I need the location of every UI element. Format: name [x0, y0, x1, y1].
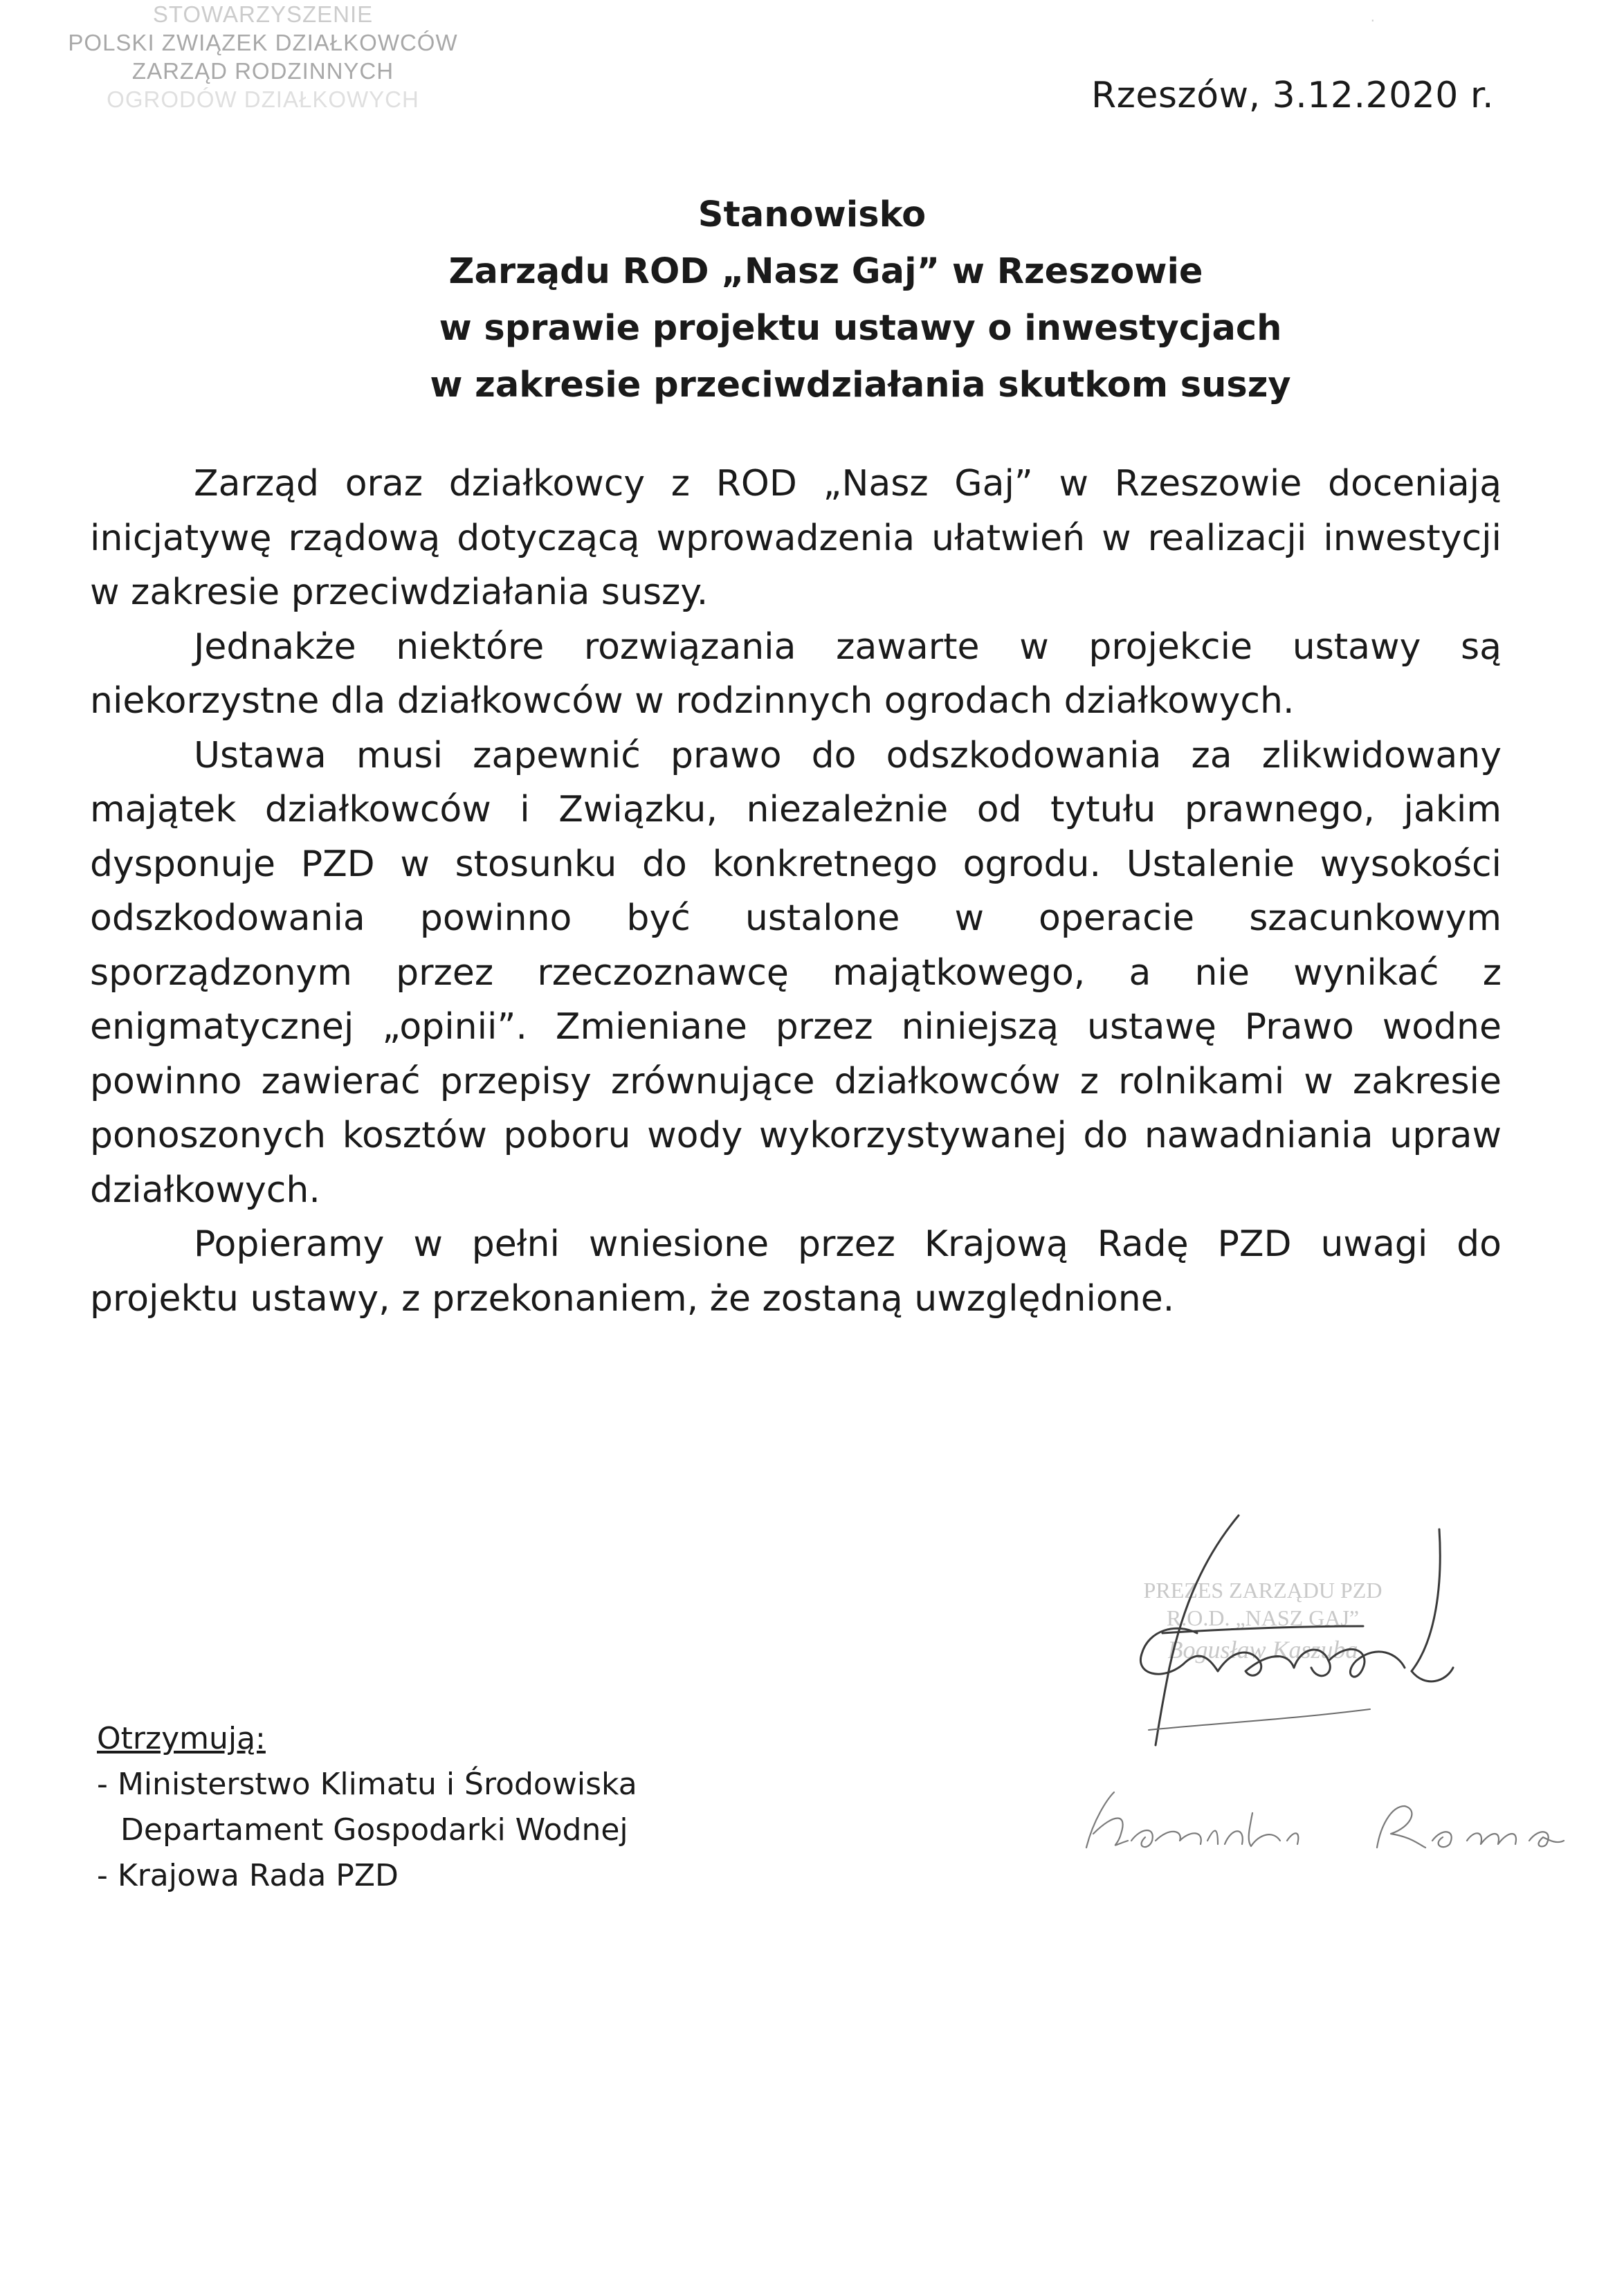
body-paragraph: Popieramy w pełni wniesione przez Krajową Radę PZD uwagi do projektu ustawy, z przekonaniem, że zostaną uwzględnione. [90, 1223, 1502, 1320]
organization-stamp [28, 0, 498, 113]
recipients-heading: Otrzymują: [97, 1721, 266, 1756]
signature-stamp-name: Bogusław Kaszuba [1167, 1636, 1358, 1664]
stamp-line: POLSKI ZWIĄZEK DZIAŁKOWCÓW [68, 30, 458, 55]
title-line: Stanowisko [697, 194, 927, 235]
body-paragraph: Zarząd oraz działkowcy z ROD „Nasz Gaj” w Rzeszowie doceniają inicjatywę rządową dotyczącą wprowadzenia ułatwień w realizacji inwestycji w zakresie przeciwdziałania suszy. [90, 463, 1502, 613]
signature-stamp-line: R.O.D. „NASZ GAJ” [1166, 1605, 1360, 1630]
signature-scribble [1079, 1502, 1467, 1765]
title-line: w zakresie przeciwdziałania skutkom suszy [430, 365, 1291, 406]
scan-speck: · [1370, 12, 1375, 29]
recipient-item: - Ministerstwo Klimatu i Środowiska [97, 1767, 637, 1802]
stamp-line: ZARZĄD RODZINNYCH [131, 58, 394, 84]
title-line: w sprawie projektu ustawy o inwestycjach [439, 308, 1282, 349]
signature-stamp-line: PREZES ZARZĄDU PZD [1143, 1578, 1383, 1603]
stamp-line: OGRODÓW DZIAŁKOWYCH [107, 86, 419, 112]
document-title [0, 187, 1624, 414]
body-paragraph: Ustawa musi zapewnić prawo do odszkodowania za zlikwidowany majątek działkowców i Związku, niezależnie od tytułu prawnego, jakim dysponuje PZD w stosunku do konkretnego ogrodu. Ustalenie wysokości odszkodowania powinno być ustalone w operacie szacunkowym sporządzonym przez rzeczoznawcę majątkowego, a nie wynikać z enigmatycznej „opinii”. Zmieniane przez niniejszą ustawę Prawo wodne powinno zawierać przepisy zrównujące działkowców z rolnikami w zakresie ponoszonych kosztów poboru wody wykorzystywanej do nawadniania upraw działkowych. [90, 734, 1502, 1211]
letter-date: Rzeszów, 3.12.2020 r. [1091, 75, 1494, 116]
handwritten-signature [1066, 1771, 1612, 1882]
recipient-item: - Krajowa Rada PZD [97, 1858, 399, 1893]
body-paragraph: Jednakże niektóre rozwiązania zawarte w projekcie ustawy są niekorzystne dla działkowców w rodzinnych ogrodach działkowych. [90, 626, 1502, 722]
letter-body [90, 457, 1502, 1326]
recipients-list [97, 1716, 637, 1899]
title-line: Zarządu ROD „Nasz Gaj” w Rzeszowie [448, 251, 1203, 292]
recipient-item: Departament Gospodarki Wodnej [120, 1812, 628, 1848]
stamp-line: STOWARZYSZENIE [152, 1, 374, 27]
